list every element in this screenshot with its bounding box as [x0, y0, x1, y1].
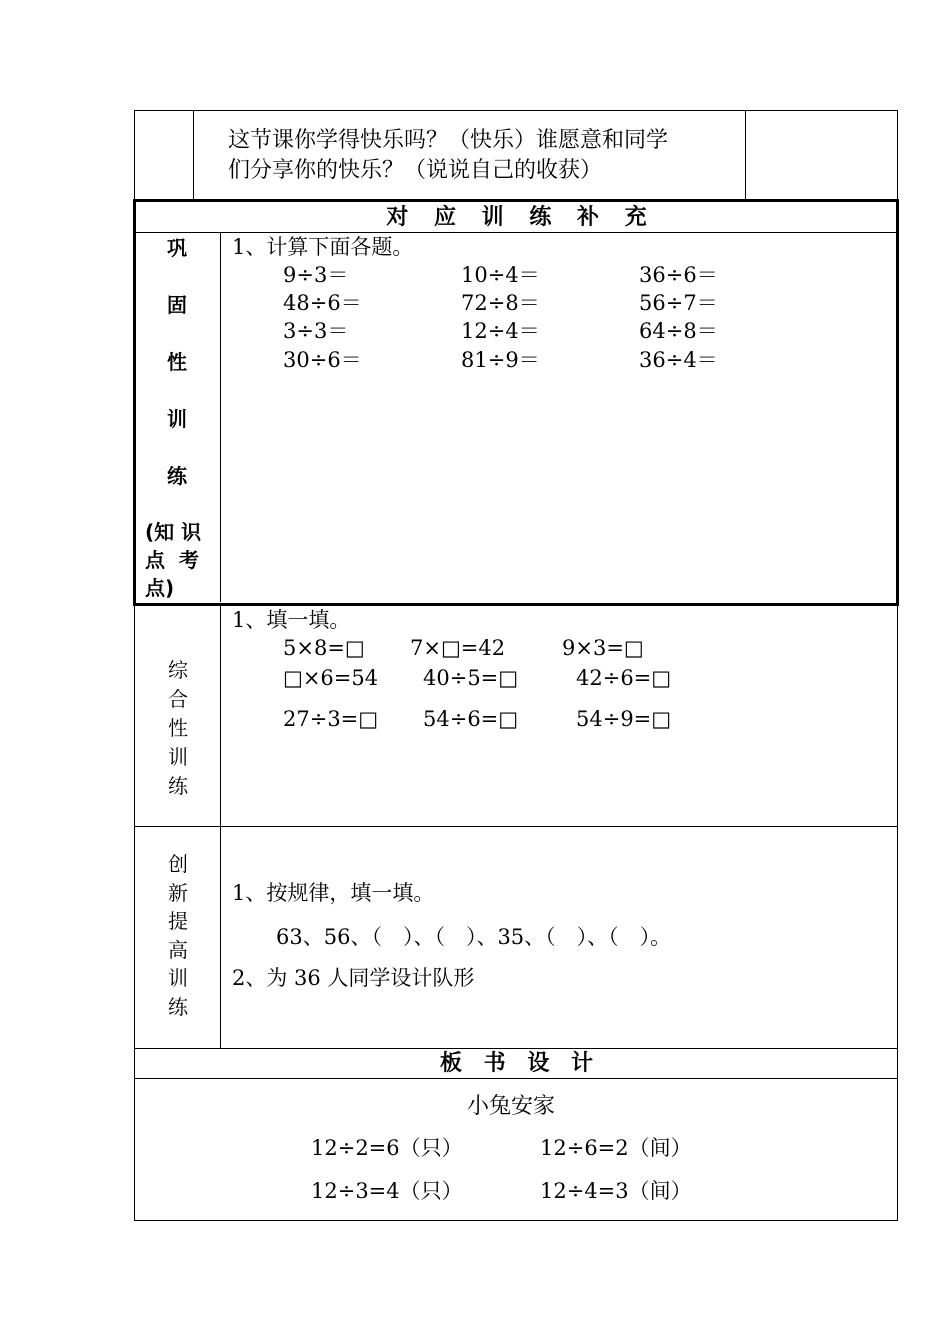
innovation-side-char-6: 练	[168, 995, 188, 1019]
innovation-item-1: 1、按规律，填一填。	[232, 881, 435, 905]
board-equation: 12÷2=6（只）	[311, 1136, 463, 1160]
comprehensive-title: 1、填一填。	[232, 608, 351, 632]
consolidation-side-char-3: 性	[167, 350, 187, 374]
consolidation-problem: 9÷3＝	[283, 263, 349, 287]
consolidation-side-note-2: 点 考	[145, 548, 199, 572]
fill-problem: 27÷3=□	[283, 707, 379, 731]
comprehensive-bottom-line	[134, 826, 898, 827]
consolidation-problem: 3÷3＝	[283, 319, 349, 343]
consolidation-side-char-5: 练	[167, 464, 187, 488]
fill-problem: □×6=54	[283, 666, 379, 690]
summary-question-line-2: 们分享你的快乐？（说说自己的收获）	[228, 158, 603, 183]
table-border-bottom	[134, 1220, 898, 1221]
top-row-divider-2	[745, 110, 746, 200]
board-equation: 12÷3=4（只）	[311, 1179, 463, 1203]
innovation-side-char-4: 高	[168, 938, 188, 962]
supplement-header-line	[136, 232, 896, 233]
innovation-side-char-2: 新	[168, 881, 188, 905]
summary-question-line-1: 这节课你学得快乐吗？（快乐）谁愿意和同学	[228, 128, 669, 153]
consolidation-problem: 36÷4＝	[639, 348, 718, 372]
comprehensive-side-char-5: 练	[168, 774, 188, 798]
comprehensive-side-char-2: 合	[168, 687, 188, 711]
consolidation-problem: 56÷7＝	[639, 291, 718, 315]
consolidation-side-char-2: 固	[167, 293, 187, 317]
supplement-box	[133, 199, 899, 606]
consolidation-problem: 30÷6＝	[283, 348, 362, 372]
consolidation-side-note-1: (知 识	[145, 520, 202, 544]
fill-problem: 5×8=□	[283, 636, 365, 660]
fill-problem: 7×□=42	[410, 636, 506, 660]
consolidation-side-note-3: 点)	[145, 576, 175, 600]
innovation-side-char-5: 训	[168, 966, 188, 990]
consolidation-title: 1、计算下面各题。	[232, 235, 414, 259]
board-title: 小兔安家	[467, 1094, 556, 1119]
consolidation-problem: 10÷4＝	[461, 263, 540, 287]
board-header-bottom-line	[134, 1078, 898, 1079]
consolidation-problem: 36÷6＝	[639, 263, 718, 287]
top-row-divider-1	[193, 110, 194, 200]
comprehensive-side-char-1: 综	[168, 658, 188, 682]
table-border-top	[134, 110, 898, 111]
consolidation-problem: 72÷8＝	[461, 291, 540, 315]
section-header-supplement: 对 应 训 练 补 充	[386, 205, 647, 230]
consolidation-problem: 64÷8＝	[639, 319, 718, 343]
innovation-item-2: 2、为 36 人同学设计队形	[232, 966, 475, 990]
consolidation-side-char-4: 训	[167, 407, 187, 431]
consolidation-problem: 12÷4＝	[461, 319, 540, 343]
fill-problem: 9×3=□	[562, 636, 644, 660]
fill-problem: 42÷6=□	[576, 666, 672, 690]
innovation-side-char-3: 提	[168, 909, 188, 933]
board-design-header: 板 书 设 计	[440, 1051, 593, 1076]
innovation-side-char-1: 创	[168, 852, 188, 876]
board-equation: 12÷6=2（间）	[540, 1136, 692, 1160]
fill-problem: 54÷9=□	[576, 707, 672, 731]
comprehensive-side-char-3: 性	[168, 716, 188, 740]
consolidation-problem: 48÷6＝	[283, 291, 362, 315]
fill-problem: 40÷5=□	[423, 666, 519, 690]
consolidation-side-char-1: 巩	[167, 236, 187, 260]
board-header-top-line	[134, 1048, 898, 1049]
supplement-side-divider	[220, 233, 221, 602]
board-equation: 12÷4=3（间）	[540, 1179, 692, 1203]
innovation-sequence: 63、56、（ ）、（ ）、35、（ ）、（ ）。	[276, 925, 672, 949]
consolidation-problem: 81÷9＝	[461, 348, 540, 372]
comprehensive-side-char-4: 训	[168, 745, 188, 769]
fill-problem: 54÷6=□	[423, 707, 519, 731]
